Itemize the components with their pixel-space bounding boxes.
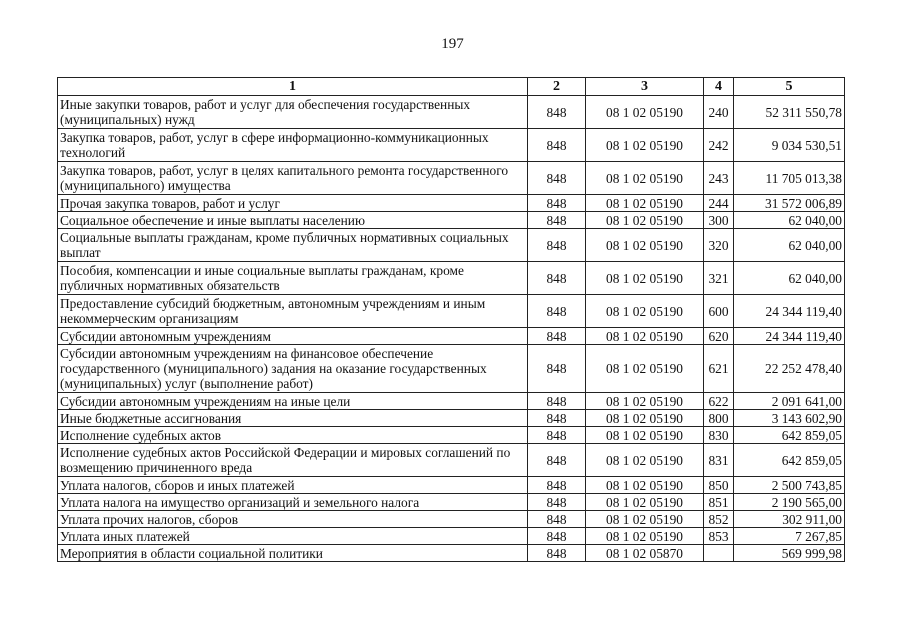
- row-code: 08 1 02 05190: [586, 345, 704, 393]
- row-code: 08 1 02 05190: [586, 129, 704, 162]
- row-name: Предоставление субсидий бюджетным, автономным учреждениям и иным некоммерческим организациям: [58, 295, 528, 328]
- row-gr: 848: [528, 427, 586, 444]
- row-name: Субсидии автономным учреждениям на финансовое обеспечение государственного (муниципального) задания на оказание государственных (муниципальных) услуг (выполнение работ): [58, 345, 528, 393]
- table-row: [58, 427, 845, 444]
- row-gr: 848: [528, 511, 586, 528]
- row-code: 08 1 02 05190: [586, 494, 704, 511]
- row-name: Исполнение судебных актов Российской Федерации и мировых соглашений по возмещению причиненного вреда: [58, 444, 528, 477]
- table-row: [58, 328, 845, 345]
- row-name: Уплата прочих налогов, сборов: [58, 511, 528, 528]
- row-sum: 642 859,05: [734, 444, 845, 477]
- row-type: 620: [704, 328, 734, 345]
- table-row: [58, 262, 845, 295]
- row-name: Прочая закупка товаров, работ и услуг: [58, 195, 528, 212]
- row-sum: 62 040,00: [734, 262, 845, 295]
- row-gr: 848: [528, 195, 586, 212]
- row-gr: 848: [528, 212, 586, 229]
- row-sum: 24 344 119,40: [734, 295, 845, 328]
- table-row: [58, 410, 845, 427]
- row-name: Социальное обеспечение и иные выплаты населению: [58, 212, 528, 229]
- row-sum: 52 311 550,78: [734, 96, 845, 129]
- header-col-4: 4: [704, 78, 734, 96]
- row-gr: 848: [528, 295, 586, 328]
- table-row: [58, 229, 845, 262]
- row-sum: 11 705 013,38: [734, 162, 845, 195]
- table-row: [58, 129, 845, 162]
- row-code: 08 1 02 05870: [586, 545, 704, 562]
- row-name: Уплата налога на имущество организаций и земельного налога: [58, 494, 528, 511]
- table-row: [58, 345, 845, 393]
- row-code: 08 1 02 05190: [586, 393, 704, 410]
- row-name: Уплата иных платежей: [58, 528, 528, 545]
- row-type: 240: [704, 96, 734, 129]
- row-code: 08 1 02 05190: [586, 229, 704, 262]
- table-row: [58, 545, 845, 562]
- row-sum: 9 034 530,51: [734, 129, 845, 162]
- row-gr: 848: [528, 528, 586, 545]
- row-gr: 848: [528, 545, 586, 562]
- row-type: 800: [704, 410, 734, 427]
- row-sum: 569 999,98: [734, 545, 845, 562]
- row-name: Закупка товаров, работ, услуг в целях капитального ремонта государственного (муниципального) имущества: [58, 162, 528, 195]
- row-code: 08 1 02 05190: [586, 212, 704, 229]
- row-name: Социальные выплаты гражданам, кроме публичных нормативных социальных выплат: [58, 229, 528, 262]
- header-col-1: 1: [58, 78, 528, 96]
- row-sum: 3 143 602,90: [734, 410, 845, 427]
- row-sum: 642 859,05: [734, 427, 845, 444]
- row-type: 320: [704, 229, 734, 262]
- row-type: 600: [704, 295, 734, 328]
- budget-table: [57, 77, 845, 562]
- table-row: [58, 162, 845, 195]
- row-name: Мероприятия в области социальной политики: [58, 545, 528, 562]
- row-type: [704, 545, 734, 562]
- row-type: 831: [704, 444, 734, 477]
- row-sum: 302 911,00: [734, 511, 845, 528]
- row-code: 08 1 02 05190: [586, 195, 704, 212]
- row-name: Иные бюджетные ассигнования: [58, 410, 528, 427]
- table-row: [58, 212, 845, 229]
- row-type: 244: [704, 195, 734, 212]
- table-row: [58, 195, 845, 212]
- row-code: 08 1 02 05190: [586, 295, 704, 328]
- table-row: [58, 494, 845, 511]
- row-gr: 848: [528, 494, 586, 511]
- row-code: 08 1 02 05190: [586, 96, 704, 129]
- row-gr: 848: [528, 328, 586, 345]
- row-sum: 2 091 641,00: [734, 393, 845, 410]
- row-gr: 848: [528, 410, 586, 427]
- row-gr: 848: [528, 477, 586, 494]
- row-type: 852: [704, 511, 734, 528]
- row-code: 08 1 02 05190: [586, 427, 704, 444]
- row-type: 622: [704, 393, 734, 410]
- row-sum: 2 190 565,00: [734, 494, 845, 511]
- table-row: [58, 528, 845, 545]
- row-sum: 62 040,00: [734, 229, 845, 262]
- row-code: 08 1 02 05190: [586, 410, 704, 427]
- row-type: 321: [704, 262, 734, 295]
- row-name: Пособия, компенсации и иные социальные выплаты гражданам, кроме публичных нормативных обязательств: [58, 262, 528, 295]
- page-number: 197: [441, 36, 464, 52]
- row-sum: 2 500 743,85: [734, 477, 845, 494]
- row-type: 850: [704, 477, 734, 494]
- row-name: Субсидии автономным учреждениям на иные цели: [58, 393, 528, 410]
- row-gr: 848: [528, 393, 586, 410]
- row-type: 621: [704, 345, 734, 393]
- row-gr: 848: [528, 96, 586, 129]
- row-code: 08 1 02 05190: [586, 262, 704, 295]
- row-code: 08 1 02 05190: [586, 444, 704, 477]
- row-name: Иные закупки товаров, работ и услуг для обеспечения государственных (муниципальных) нужд: [58, 96, 528, 129]
- row-code: 08 1 02 05190: [586, 328, 704, 345]
- table-row: [58, 511, 845, 528]
- row-sum: 7 267,85: [734, 528, 845, 545]
- row-gr: 848: [528, 345, 586, 393]
- row-type: 851: [704, 494, 734, 511]
- row-gr: 848: [528, 129, 586, 162]
- header-row: [58, 78, 845, 96]
- row-name: Закупка товаров, работ, услуг в сфере информационно-коммуникационных технологий: [58, 129, 528, 162]
- table-body: [58, 96, 845, 562]
- table-row: [58, 393, 845, 410]
- table-row: [58, 96, 845, 129]
- row-sum: 62 040,00: [734, 212, 845, 229]
- row-type: 300: [704, 212, 734, 229]
- row-code: 08 1 02 05190: [586, 162, 704, 195]
- row-type: 243: [704, 162, 734, 195]
- row-type: 242: [704, 129, 734, 162]
- header-col-3: 3: [586, 78, 704, 96]
- row-type: 830: [704, 427, 734, 444]
- row-gr: 848: [528, 162, 586, 195]
- row-sum: 22 252 478,40: [734, 345, 845, 393]
- header-col-5: 5: [734, 78, 845, 96]
- row-gr: 848: [528, 229, 586, 262]
- row-name: Субсидии автономным учреждениям: [58, 328, 528, 345]
- row-code: 08 1 02 05190: [586, 528, 704, 545]
- row-name: Исполнение судебных актов: [58, 427, 528, 444]
- header-col-2: 2: [528, 78, 586, 96]
- row-type: 853: [704, 528, 734, 545]
- row-code: 08 1 02 05190: [586, 477, 704, 494]
- table-row: [58, 295, 845, 328]
- row-gr: 848: [528, 262, 586, 295]
- row-name: Уплата налогов, сборов и иных платежей: [58, 477, 528, 494]
- row-sum: 24 344 119,40: [734, 328, 845, 345]
- table-row: [58, 444, 845, 477]
- row-gr: 848: [528, 444, 586, 477]
- table-row: [58, 477, 845, 494]
- row-code: 08 1 02 05190: [586, 511, 704, 528]
- row-sum: 31 572 006,89: [734, 195, 845, 212]
